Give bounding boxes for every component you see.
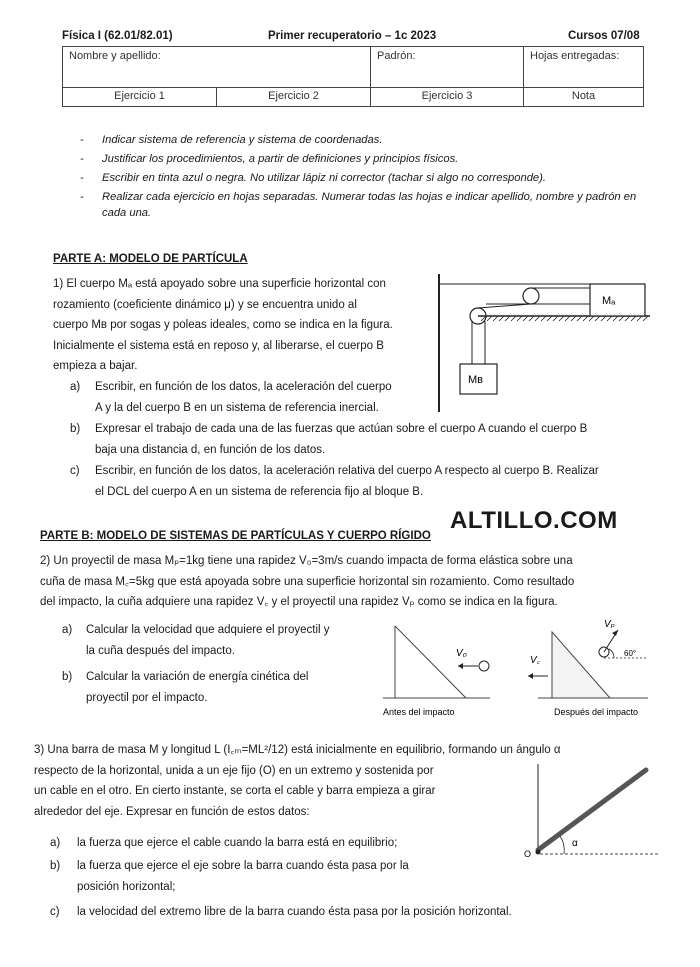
exam-rules-list xyxy=(80,132,640,224)
top-pulley-icon xyxy=(523,288,539,304)
student-info-table xyxy=(62,46,644,107)
name-field[interactable] xyxy=(63,47,371,88)
pivot-icon xyxy=(536,850,541,855)
vp-label: Vₚ xyxy=(604,619,615,630)
wedge-impact-figure xyxy=(378,618,678,720)
id-label: Padrón: xyxy=(377,50,416,62)
alpha-label: α xyxy=(572,838,578,849)
v0-label: V₀ xyxy=(456,648,467,659)
pulley-figure xyxy=(430,274,660,416)
course-title: Física I (62.01/82.01) xyxy=(62,30,173,42)
course-groups: Cursos 07/08 xyxy=(568,30,640,42)
problem-1b: b) Expresar el trabajo de cada una de las fuerzas que actúan sobre el cuerpo A cuando el cuerpo B baja una distancia d, en función de los datos. xyxy=(70,423,588,456)
name-label: Nombre y apellido: xyxy=(69,50,161,62)
grade-cell: Nota xyxy=(524,88,644,107)
angle-label: 60° xyxy=(624,649,637,658)
problem-2b: b) Calcular la variación de energía cinética del proyectil por el impacto. xyxy=(62,671,309,704)
exam-title: Primer recuperatorio – 1c 2023 xyxy=(268,30,437,42)
bar xyxy=(538,770,646,850)
rule-item: - Escribir en tinta azul o negra. No utilizar lápiz ni corrector (tachar si algo no corresponde). xyxy=(80,170,640,186)
sheets-label: Hojas entregadas: xyxy=(530,50,620,62)
block-a xyxy=(590,284,645,316)
rotating-bar-figure xyxy=(520,764,670,874)
block-b-label: Mʙ xyxy=(468,374,484,386)
problem-2-statement: 2) Un proyectil de masa Mₚ=1kg tiene una rapidez V₀=3m/s cuando impacta de forma elástica sobre una cuña de masa M꜀=5kg que está apoyada sobre una superficie horizontal sin rozamiento. Como resultado del impacto, la cuña adquiere una rapidez V꜀ y el proyectil una rapidez Vₚ como se indica en la figura. xyxy=(40,555,575,608)
problem-1-statement: 1) El cuerpo Mₐ está apoyado sobre una superficie horizontal con rozamiento (coeficiente dinámico μ) y se encuentra unido al cuerpo Mʙ por sogas y poleas ideales, como se indica en la figura. Inicialmente el sistema está en reposo y, al liberarse, el cuerpo B empieza a bajar. xyxy=(53,278,393,372)
problem-3c: c) la velocidad del extremo libre de la barra cuando ésta pasa por la posición horizontal. xyxy=(50,906,512,918)
after-caption: Después del impacto xyxy=(554,707,639,717)
before-caption: Antes del impacto xyxy=(383,707,455,717)
id-field[interactable] xyxy=(371,47,524,88)
block-a-label: Mₐ xyxy=(602,295,616,307)
problem-1a: a) Escribir, en función de los datos, la aceleración del cuerpo A y la del cuerpo B en un sistema de referencia inercial. xyxy=(70,381,392,414)
sheets-field[interactable] xyxy=(524,47,644,88)
vc-label: V꜀ xyxy=(530,655,541,666)
part-a-title: PARTE A: MODELO DE PARTÍCULA xyxy=(53,253,248,265)
problem-3b: b) la fuerza que ejerce el eje sobre la barra cuando ésta pasa por la posición horizontal; xyxy=(50,860,409,893)
ex1-cell: Ejercicio 1 xyxy=(63,88,217,107)
pivot-label: O xyxy=(524,849,532,859)
brand-watermark: ALTILLO.COM xyxy=(450,507,618,534)
problem-3-statement: 3) Una barra de masa M y longitud L (I꜀ₘ=ML²/12) está inicialmente en equilibrio, formando un ángulo α respecto de la horizontal, unida a un eje fijo (O) en un extremo y sostenida por un cable en el otro. En cierto instante, se corta el cable y barra empieza a girar alrededor del eje. Expresar en función de estos datos: xyxy=(34,744,561,818)
problem-2a: a) Calcular la velocidad que adquiere el proyectil y la cuña después del impacto. xyxy=(62,624,330,657)
ex2-cell: Ejercicio 2 xyxy=(217,88,371,107)
rule-item: - Justificar los procedimientos, a partir de definiciones y principios físicos. xyxy=(80,151,640,167)
problem-3a: a) la fuerza que ejerce el cable cuando la barra está en equilibrio; xyxy=(50,837,398,849)
projectile-icon xyxy=(479,661,489,671)
rule-item: - Indicar sistema de referencia y sistema de coordenadas. xyxy=(80,132,640,148)
problem-1c: c) Escribir, en función de los datos, la aceleración relativa del cuerpo A respecto al cuerpo B. Realizar el DCL del cuerpo A en un sistema de referencia fijo al bloque B. xyxy=(70,465,599,498)
ex3-cell: Ejercicio 3 xyxy=(371,88,524,107)
part-b-title: PARTE B: MODELO DE SISTEMAS DE PARTÍCULAS Y CUERPO RÍGIDO xyxy=(40,530,431,542)
rule-item: - Realizar cada ejercicio en hojas separadas. Numerar todas las hojas e indicar apellido, nombre y padrón en cada una. xyxy=(80,189,640,221)
